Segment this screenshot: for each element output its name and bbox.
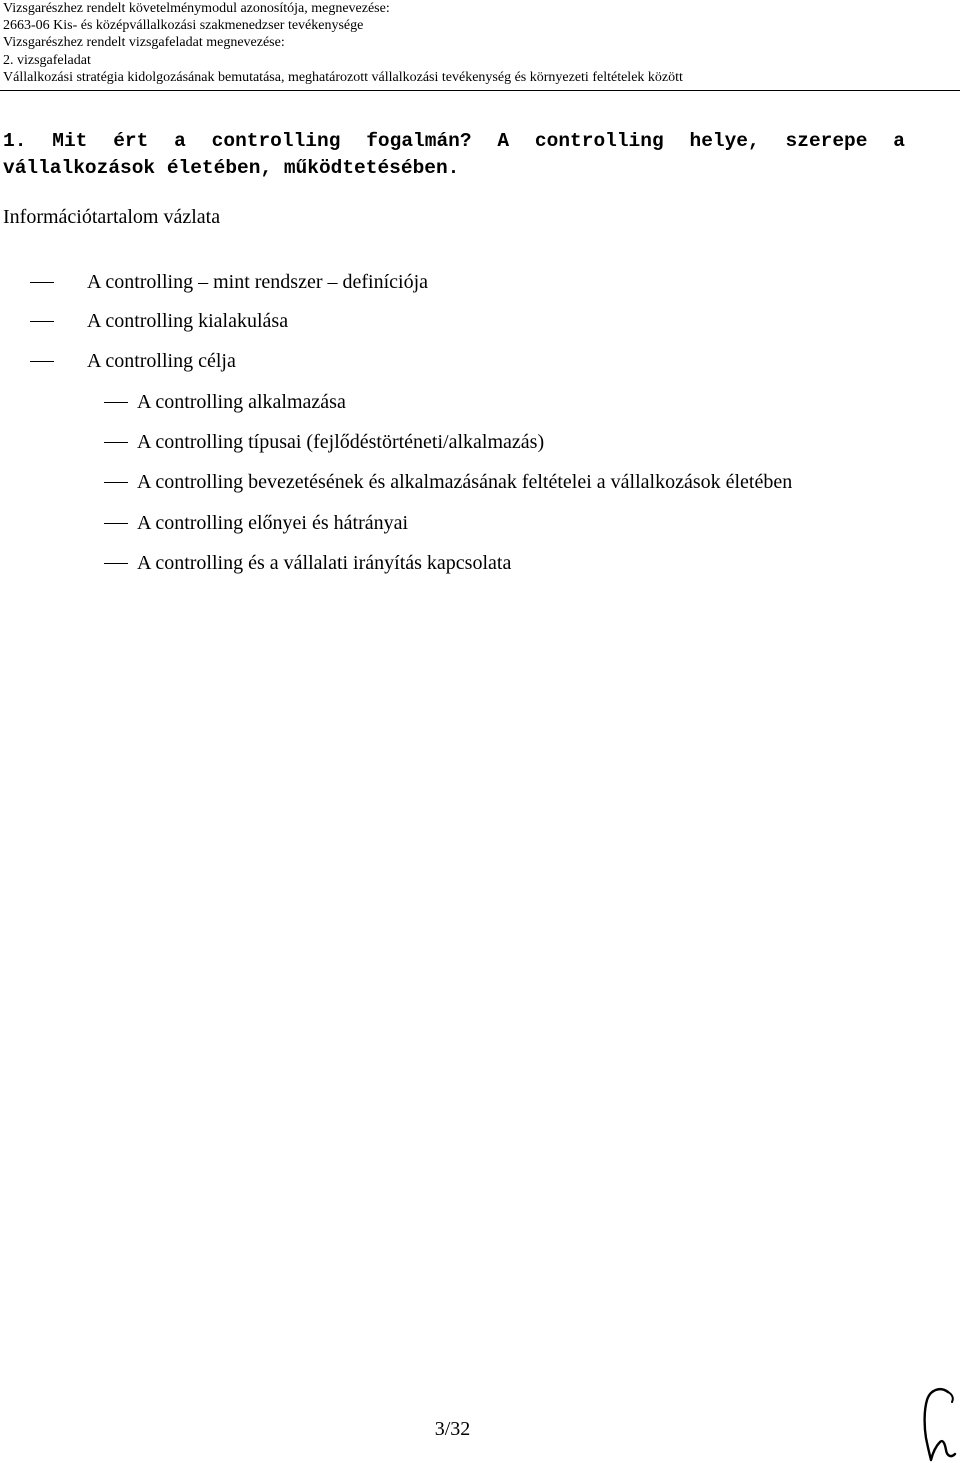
header-line-task-number: 2. vizsgafeladat bbox=[3, 52, 91, 68]
dash-bullet-icon bbox=[104, 563, 128, 564]
document-header bbox=[3, 0, 953, 86]
outline-item-text: A controlling célja bbox=[87, 350, 236, 372]
header-divider bbox=[0, 90, 960, 91]
outline-item-text: A controlling és a vállalati irányítás kapcsolata bbox=[137, 552, 512, 574]
dash-bullet-icon bbox=[104, 523, 128, 524]
header-line-task-label: Vizsgarészhez rendelt vizsgafeladat megnevezése: bbox=[3, 35, 285, 51]
dash-bullet-icon bbox=[104, 402, 128, 403]
outline-item-text: A controlling előnyei és hátrányai bbox=[137, 512, 409, 534]
dash-bullet-icon bbox=[30, 321, 54, 322]
outline-title: Információtartalom vázlata bbox=[3, 206, 221, 228]
question-heading: 1. Mit ért a controlling fogalmán? A controlling helye, szerepe a vállalkozások életében, működtetésében. bbox=[3, 130, 905, 179]
outline-item-text: A controlling alkalmazása bbox=[137, 391, 346, 413]
dash-bullet-icon bbox=[30, 282, 54, 283]
outline-item-text: A controlling kialakulása bbox=[87, 310, 289, 332]
header-line-module-label: Vizsgarészhez rendelt követelménymodul azonosítója, megnevezése: bbox=[3, 1, 390, 16]
dash-bullet-icon bbox=[30, 361, 54, 362]
outline-item-text: A controlling bevezetésének és alkalmazásának feltételei a vállalkozások életében bbox=[137, 471, 793, 493]
signature-mark bbox=[918, 1386, 960, 1463]
page-number: 3/32 bbox=[434, 1418, 471, 1440]
outline-item-text: A controlling típusai (fejlődéstörténeti/alkalmazás) bbox=[137, 431, 545, 453]
outline-item-text: A controlling – mint rendszer – definíciója bbox=[87, 271, 429, 293]
header-line-task-name: Vállalkozási stratégia kidolgozásának bemutatása, meghatározott vállalkozási tevékenység és környezeti feltételek között bbox=[3, 69, 683, 85]
header-line-module-name: 2663-06 Kis- és középvállalkozási szakmenedzser tevékenysége bbox=[3, 18, 364, 34]
dash-bullet-icon bbox=[104, 442, 128, 443]
dash-bullet-icon bbox=[104, 482, 128, 483]
